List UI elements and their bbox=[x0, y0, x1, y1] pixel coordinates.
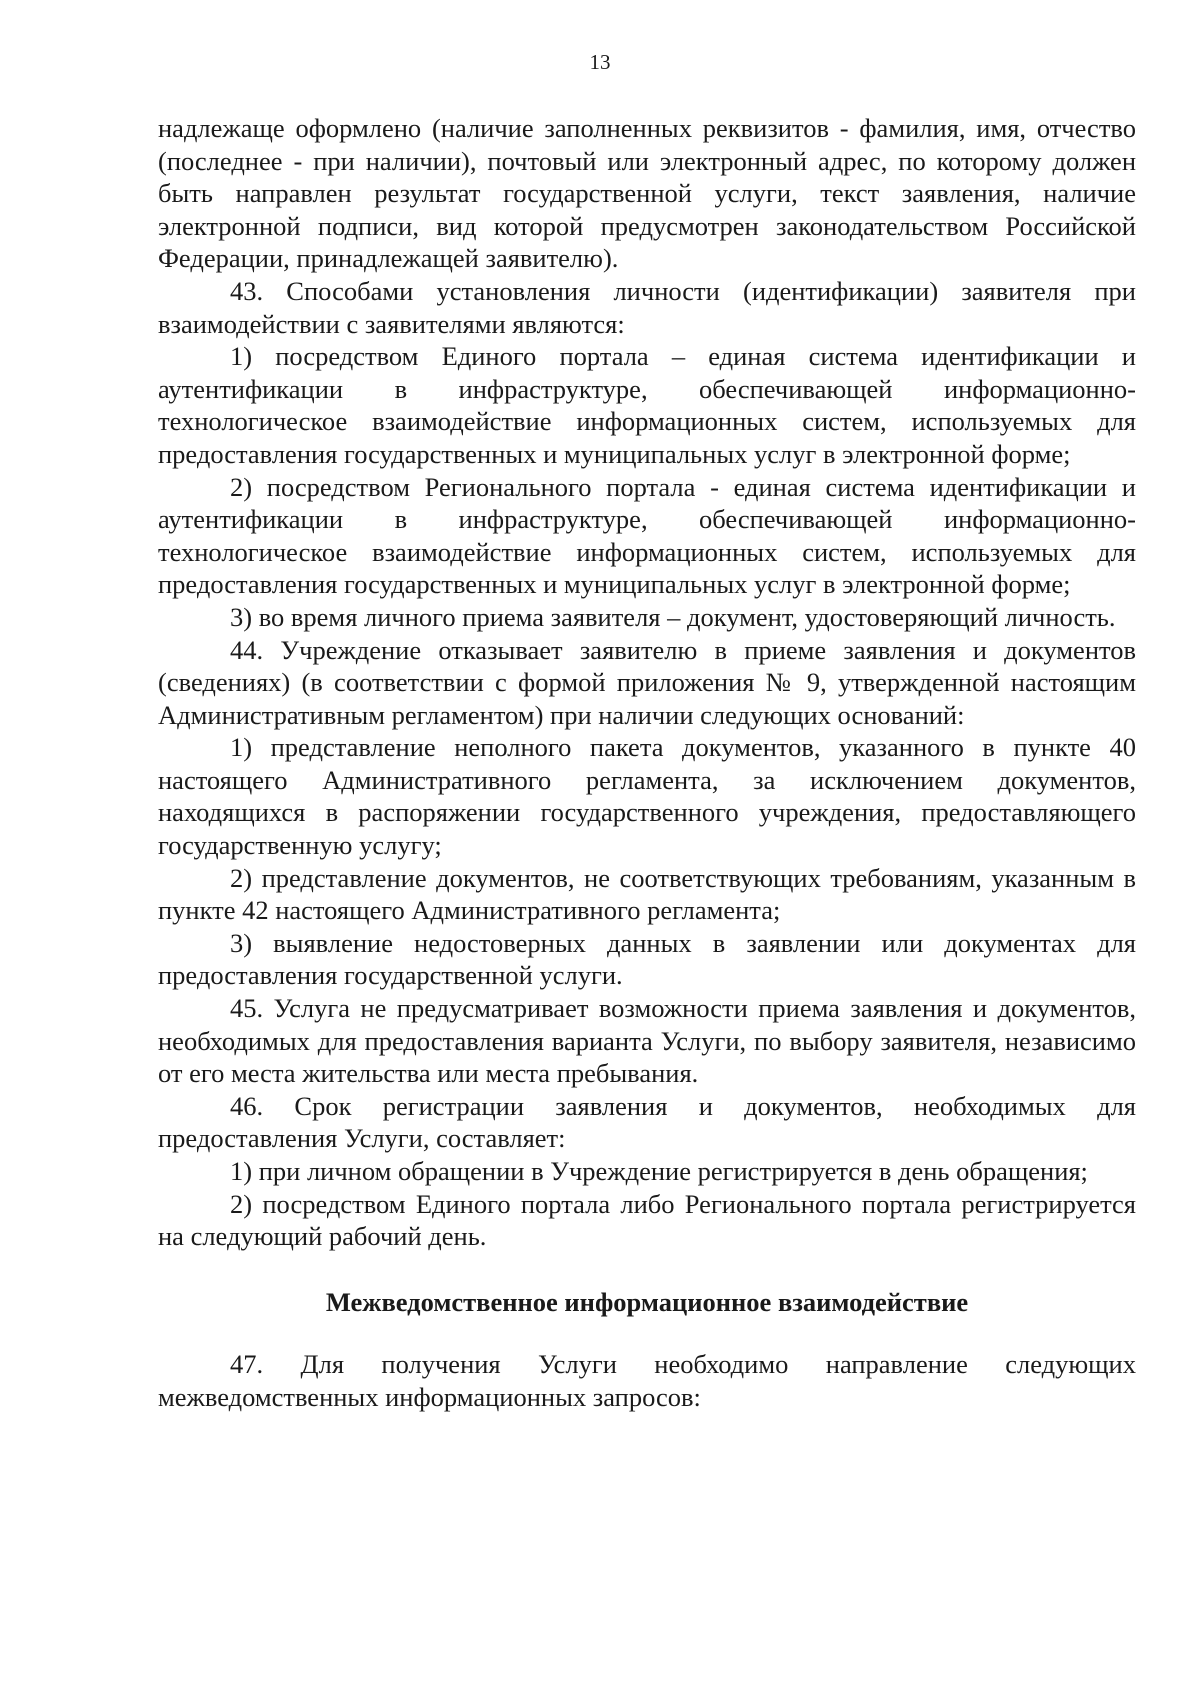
paragraph-45: 45. Услуга не предусматривает возможности приема заявления и документов, необходимых для предоставления варианта Услуги, по выбору заявителя, независимо от его места жительства или места пребывания. bbox=[158, 993, 1136, 1089]
paragraph-43: 43. Способами установления личности (идентификации) заявителя при взаимодействии с заявителями являются: bbox=[158, 275, 1136, 339]
paragraph-46-item-1: 1) при личном обращении в Учреждение регистрируется в день обращения; bbox=[230, 1156, 1088, 1186]
paragraph-43-item-2: 2) посредством Регионального портала - единая система идентификации и аутентификации в инфраструктуре, обеспечивающей информационно-технологическое взаимодействие информационных систем, используемых для предоставления государственных и муниципальных услуг в электронной форме; bbox=[158, 471, 1136, 600]
paragraph-44: 44. Учреждение отказывает заявителю в приеме заявления и документов (сведениях) (в соответствии с формой приложения № 9, утвержденной настоящим Административным регламентом) при наличии следующих оснований: bbox=[158, 634, 1136, 730]
paragraph-46-item-2: 2) посредством Единого портала либо Регионального портала регистрируется на следующий рабочий день. bbox=[158, 1188, 1136, 1252]
paragraph-46: 46. Срок регистрации заявления и документов, необходимых для предоставления Услуги, составляет: bbox=[158, 1090, 1136, 1154]
section-heading: Межведомственное информационное взаимодействие bbox=[325, 1286, 969, 1317]
paragraph-43-item-3: 3) во время личного приема заявителя – документ, удостоверяющий личность. bbox=[230, 601, 1116, 632]
paragraph-continuation: надлежаще оформлено (наличие заполненных реквизитов - фамилия, имя, отчество (последнее - при наличии), почтовый или электронный адрес, по которому должен быть направлен результат государственной услуги, текст заявления, наличие электронной подписи, вид которой предусмотрен законодательством Российской Федерации, принадлежащей заявителю). bbox=[158, 113, 1136, 274]
paragraph-43-item-1: 1) посредством Единого портала – единая система идентификации и аутентификации в инфраструктуре, обеспечивающей информационно-технологическое взаимодействие информационных систем, используемых для предоставления государственных и муниципальных услуг в электронной форме; bbox=[158, 341, 1136, 469]
page-number: 13 bbox=[589, 50, 611, 74]
paragraph-44-item-2: 2) представление документов, не соответствующих требованиям, указанным в пункте 42 настоящего Административного регламента; bbox=[158, 862, 1136, 926]
paragraph-44-item-3: 3) выявление недостоверных данных в заявлении или документах для предоставления государственной услуги. bbox=[158, 927, 1136, 991]
paragraph-44-item-1: 1) представление неполного пакета документов, указанного в пункте 40 настоящего Административного регламента, за исключением документов, находящихся в распоряжении государственного учреждения, предоставляющего государственную услугу; bbox=[158, 732, 1136, 861]
paragraph-47: 47. Для получения Услуги необходимо направление следующих межведомственных информационных запросов: bbox=[158, 1349, 1136, 1412]
document-body bbox=[158, 112, 1136, 1414]
